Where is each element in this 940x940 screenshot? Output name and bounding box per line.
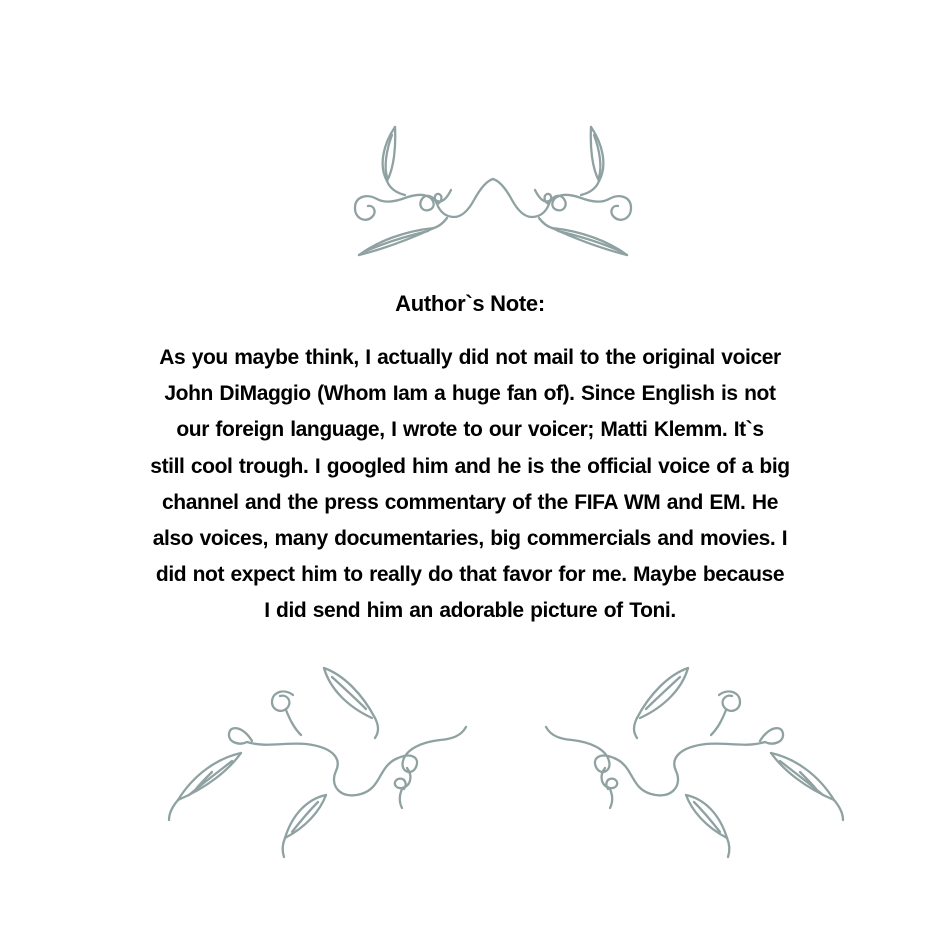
top-flourish-icon: [351, 122, 635, 264]
top-flourish-left-half: [355, 127, 493, 255]
note-line: did not expect him to really do that favor for me. Maybe because: [155, 563, 785, 587]
note-line: also voices, many documentaries, big commercials and movies. I: [152, 527, 788, 551]
top-flourish-ornament: [351, 122, 635, 264]
vine-flourish: [169, 668, 466, 857]
authors-note-paragraph: [0, 340, 940, 630]
vine-flourish-mirrored: [546, 668, 843, 857]
note-line: I did send him an adorable picture of Toni.: [264, 599, 676, 623]
authors-note-heading: Author`s Note:: [395, 291, 545, 316]
bottom-right-flourish-ornament: [544, 648, 856, 860]
note-line: channel and the press commentary of the FIFA WM and EM. He: [162, 490, 778, 514]
note-line: still cool trough. I googled him and he is the official voice of a big: [150, 454, 790, 478]
note-line: As you maybe think, I actually did not mail to the original voicer: [159, 346, 781, 369]
bottom-right-flourish-icon: [544, 648, 856, 860]
note-line: our foreign language, I wrote to our voicer; Matti Klemm. It`s: [176, 418, 764, 442]
top-flourish-right-half: [493, 127, 631, 255]
note-line: John DiMaggio (Whom Iam a huge fan of). Since English is not: [164, 382, 776, 406]
bottom-left-flourish-ornament: [156, 648, 468, 860]
bottom-left-flourish-icon: [156, 648, 468, 860]
